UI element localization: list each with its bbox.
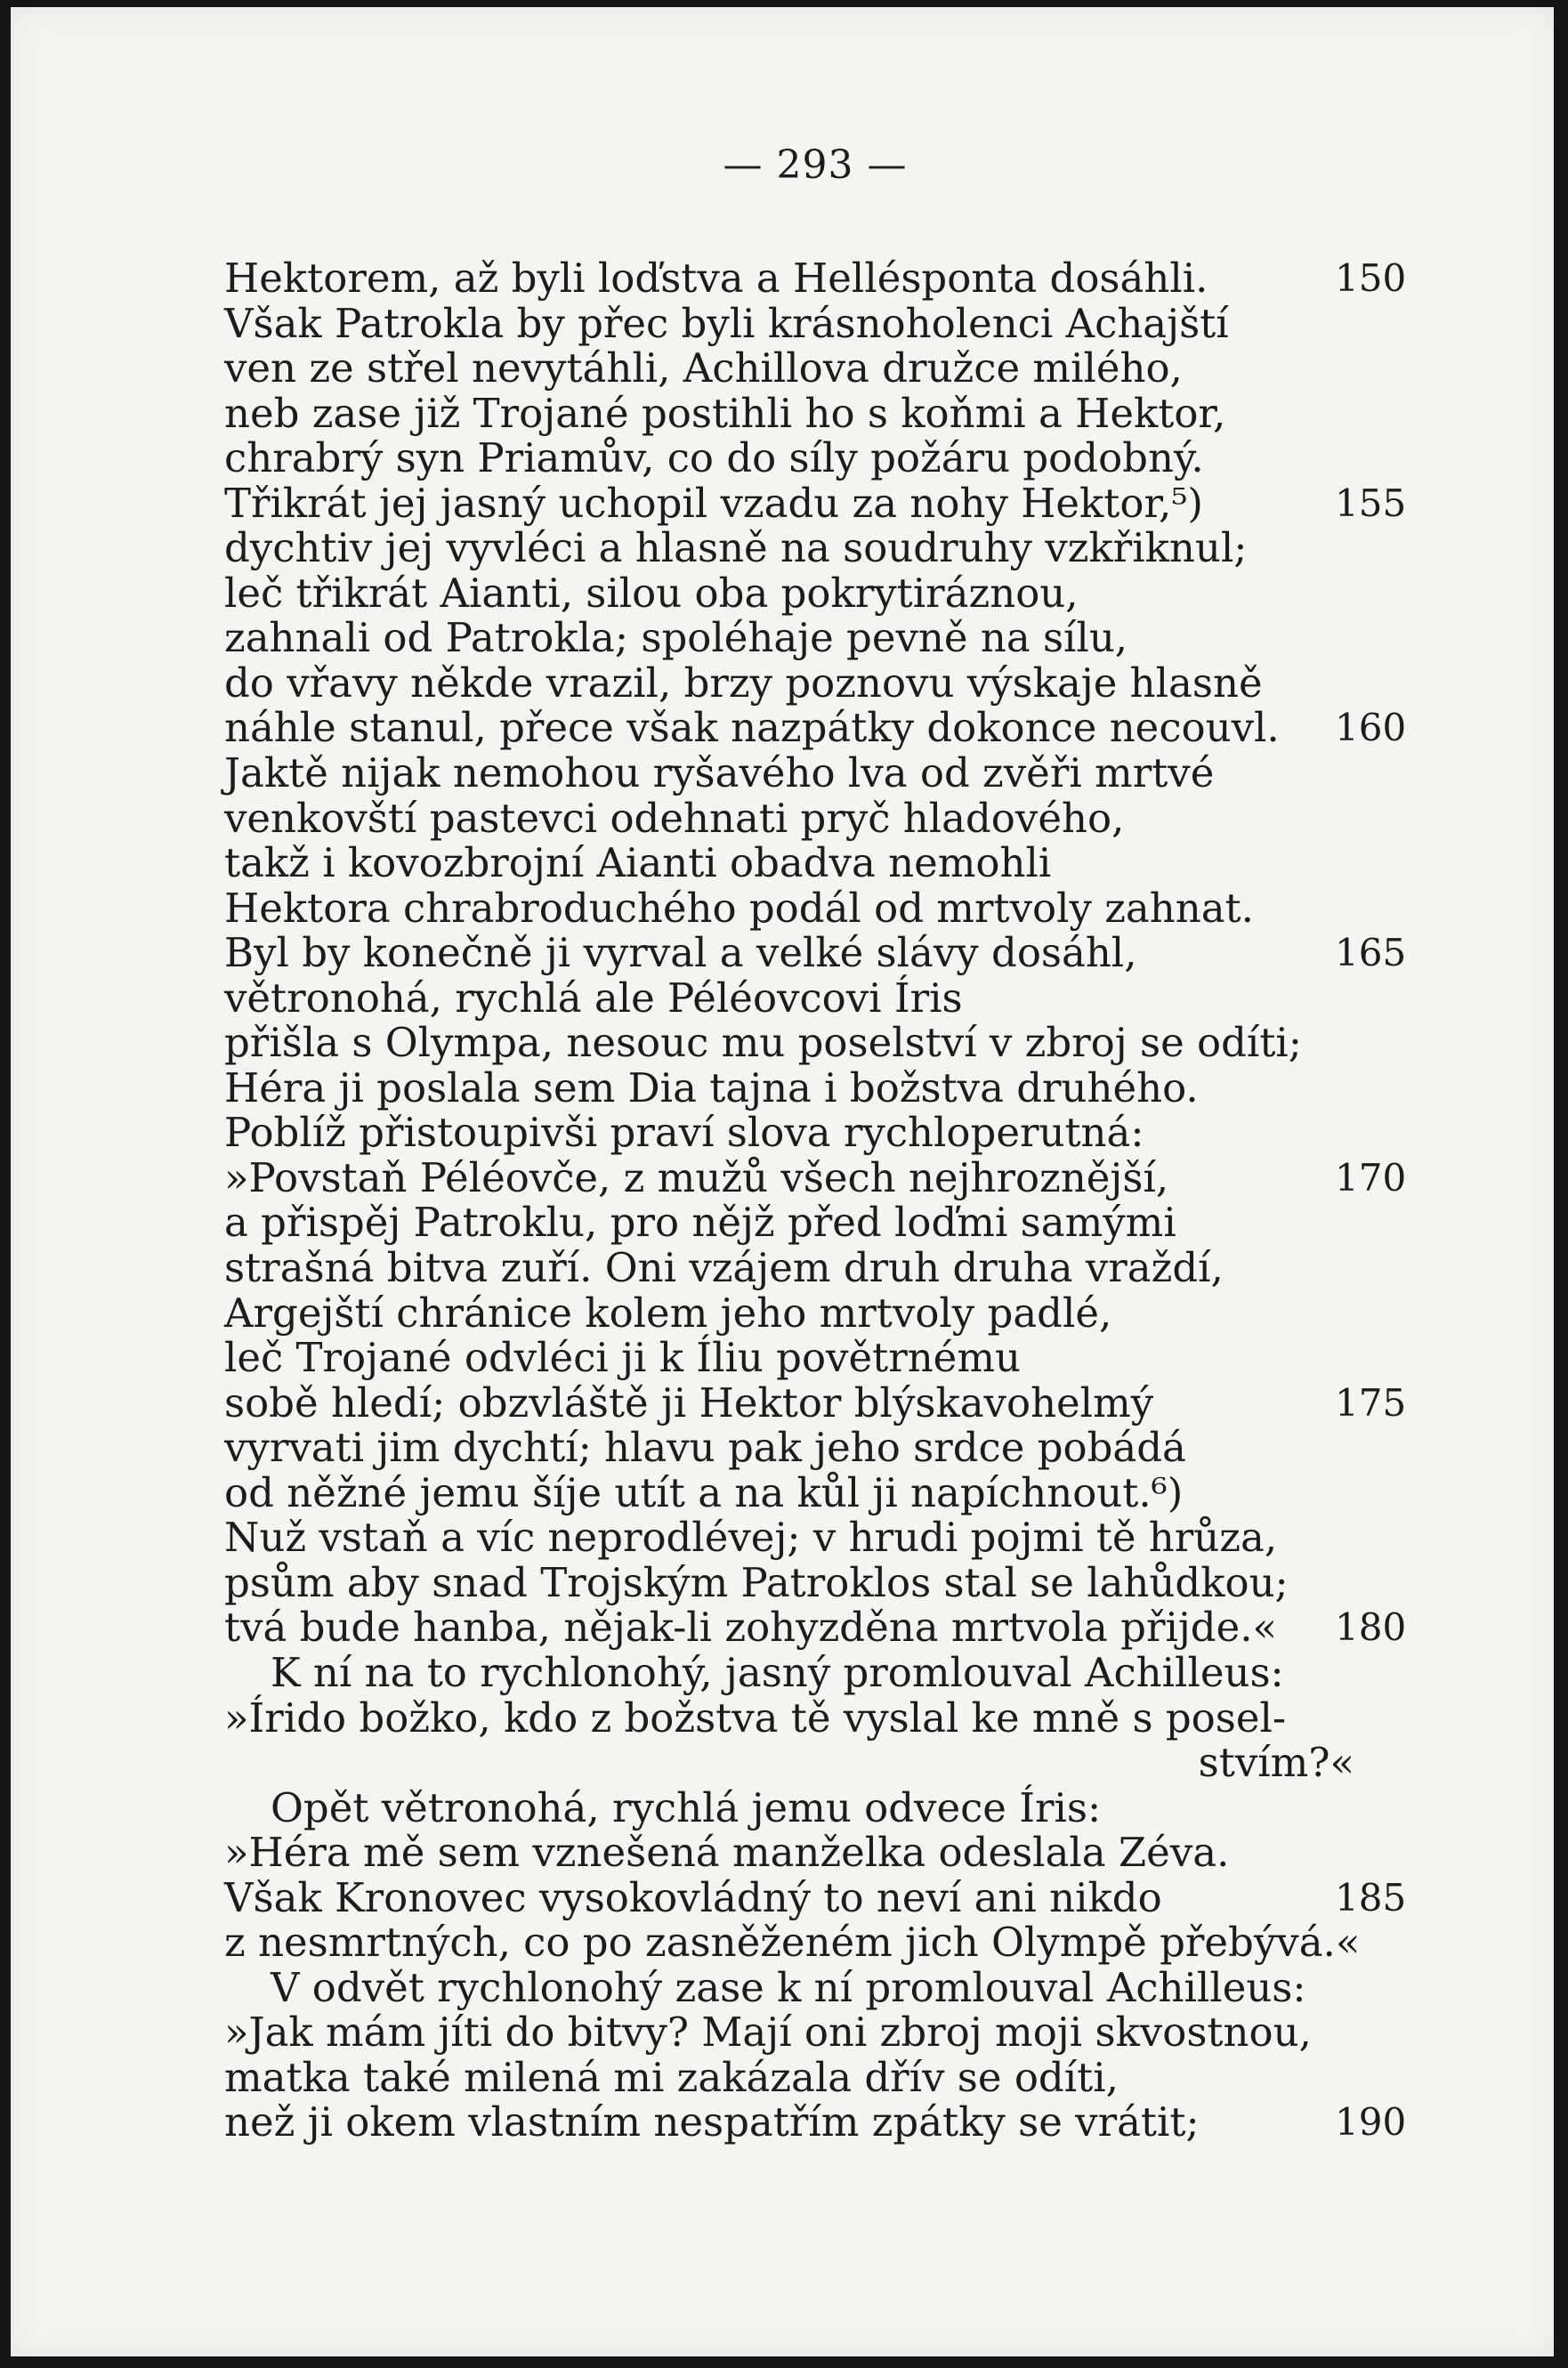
- verse-line-text: vyrvati jim dychtí; hlavu pak jeho srdce pobádá: [224, 1424, 1186, 1472]
- verse-line-text: venkovští pastevci odehnati pryč hladového,: [224, 794, 1125, 842]
- verse-line: [224, 1648, 1568, 1696]
- verse-line-text: sobě hledí; obzvláště ji Hektor blýskavohelmý: [224, 1378, 1154, 1426]
- verse-line: [224, 1378, 1568, 1426]
- verse-line-text: »Povstaň Péléovče, z mužů všech nejhroznější,: [224, 1153, 1169, 1201]
- verse-line-text: do vřavy někde vrazil, brzy poznovu výskaje hlasně: [224, 659, 1263, 707]
- verse-line-text: Hektora chrabroduchého podál od mrtvoly zahnat.: [224, 884, 1254, 932]
- verse-line: [224, 389, 1568, 437]
- verse-line-text: z nesmrtných, co po zasněženém jich Olympě přebývá.«: [224, 1919, 1361, 1967]
- verse-line: [224, 616, 1568, 661]
- verse-line: [224, 1291, 1568, 1337]
- verse-line: [224, 1963, 1568, 2011]
- verse-line-text: takž i kovozbrojní Aianti obadva nemohli: [224, 839, 1052, 887]
- verse-line: [224, 256, 1568, 302]
- verse-line: [224, 976, 1568, 1022]
- line-number: 190: [1335, 2100, 1407, 2145]
- verse-text-block: [224, 256, 1568, 2146]
- verse-line: [224, 1741, 1568, 1786]
- verse-line-text: neb zase již Trojané postihli ho s koňmi a Hektor,: [224, 389, 1226, 437]
- verse-line-text: Však Patrokla by přec byli krásnoholenci Achajští: [224, 299, 1229, 347]
- verse-line: [224, 2100, 1568, 2146]
- line-number: 185: [1335, 1875, 1407, 1919]
- verse-line-text: Třikrát jej jasný uchopil vzadu za nohy Hektor,⁵): [224, 479, 1203, 527]
- verse-line-text: Jaktě nijak nemohou ryšavého lva od zvěři mrtvé: [224, 749, 1215, 797]
- verse-line: [224, 886, 1568, 932]
- line-number: 165: [1335, 931, 1407, 975]
- verse-line-text: V odvět rychlonohý zase k ní promlouval Achilleus:: [271, 1963, 1306, 2011]
- verse-line: [224, 931, 1568, 976]
- verse-line-text: Opět větronohá, rychlá jemu odvece Íris:: [271, 1783, 1102, 1831]
- verse-line: [224, 1153, 1568, 1201]
- verse-line: [224, 571, 1568, 617]
- verse-line-text: dychtiv jej vyvléci a hlasně na soudruhy vzkřiknul;: [224, 524, 1248, 572]
- verse-line: [224, 1873, 1568, 1921]
- verse-line: [224, 1515, 1568, 1561]
- verse-line: [224, 1558, 1568, 1606]
- verse-line-text: Argejští chránice kolem jeho mrtvoly padlé,: [224, 1289, 1112, 1337]
- verse-line-text: »Jak mám jíti do bitvy? Mají oni zbroj moji skvostnou,: [224, 2008, 1312, 2057]
- verse-line: [224, 1246, 1568, 1291]
- verse-line-text: Héra ji poslala sem Dia tajna i božstva druhého.: [224, 1063, 1199, 1111]
- verse-line-text: K ní na to rychlonohý, jasný promlouval Achilleus:: [271, 1648, 1284, 1696]
- verse-line-text: než ji okem vlastním nespatřím zpátky se vrátit;: [224, 2098, 1200, 2146]
- verse-line: [224, 436, 1568, 481]
- verse-line-text: leč Trojané odvléci ji k Íliu povětrnému: [224, 1334, 1021, 1382]
- line-number: 180: [1335, 1605, 1407, 1650]
- verse-line: [224, 1693, 1568, 1742]
- verse-line-text: ven ze střel nevytáhli, Achillova družce milého,: [224, 344, 1183, 392]
- verse-line-text: Však Kronovec vysokovládný to neví ani nikdo: [224, 1873, 1162, 1921]
- verse-line-text: strašná bitva zuří. Oni vzájem druh druha vraždí,: [224, 1244, 1224, 1292]
- line-number: 170: [1335, 1155, 1407, 1200]
- verse-line: [224, 2010, 1568, 2056]
- verse-line-text: chrabrý syn Priamův, co do síly požáru podobný.: [224, 434, 1204, 482]
- verse-line: [224, 1063, 1568, 1111]
- verse-line: [224, 1200, 1568, 1246]
- line-number: 155: [1335, 481, 1407, 525]
- verse-line: [224, 1336, 1568, 1381]
- verse-line: [224, 2053, 1568, 2101]
- verse-line-text: »Héra mě sem vznešená manželka odeslala Zéva.: [224, 1829, 1230, 1877]
- verse-line-text: leč třikrát Aianti, silou oba pokrytiráznou,: [224, 569, 1079, 617]
- verse-line-text: matka také milená mi zakázala dřív se odíti,: [224, 2053, 1119, 2101]
- verse-line-text: Nuž vstaň a víc neprodlévej; v hrudi pojmi tě hrůza,: [224, 1514, 1278, 1562]
- verse-line: [224, 346, 1568, 392]
- verse-line: [224, 1111, 1568, 1156]
- verse-line-text: Poblíž přistoupivši praví slova rychloperutná:: [224, 1109, 1144, 1157]
- verse-line: [224, 481, 1568, 527]
- verse-line-text: větronohá, rychlá ale Péléovcovi Íris: [224, 974, 963, 1022]
- verse-line-text: tvá bude hanba, nějak-li zohyzděna mrtvola přijde.«: [224, 1604, 1278, 1652]
- verse-line: [224, 1831, 1568, 1876]
- verse-line-text: náhle stanul, přece však nazpátky dokonce necouvl.: [224, 704, 1280, 752]
- book-page: [11, 7, 1554, 2356]
- verse-line: [224, 1920, 1568, 1966]
- verse-line-text: stvím?«: [1198, 1739, 1354, 1787]
- verse-line: [224, 299, 1568, 347]
- verse-line: [224, 661, 1568, 707]
- verse-line-text: »Írido božko, kdo z božstva tě vyslal ke mně s posel-: [224, 1693, 1287, 1742]
- verse-line: [224, 706, 1568, 751]
- verse-line: [224, 841, 1568, 886]
- verse-line-text: přišla s Olympa, nesouc mu poselství v zbroj se odíti;: [224, 1019, 1302, 1067]
- verse-line: [224, 1021, 1568, 1066]
- line-number: 175: [1335, 1380, 1407, 1425]
- verse-line-text: zahnali od Patrokla; spoléhaje pevně na sílu,: [224, 614, 1128, 662]
- page-number: — 293 —: [723, 142, 908, 188]
- verse-line: [224, 1605, 1568, 1651]
- verse-line-text: a přispěj Patroklu, pro nějž před loďmi samými: [224, 1199, 1176, 1247]
- line-number: 160: [1335, 706, 1407, 750]
- verse-line: [224, 796, 1568, 842]
- verse-line-text: Hektorem, až byli loďstva a Hellésponta dosáhli.: [224, 255, 1208, 302]
- verse-line-text: Byl by konečně ji vyrval a velké slávy dosáhl,: [224, 929, 1137, 977]
- line-number: 150: [1335, 256, 1407, 300]
- verse-line-text: od něžné jemu šíje utít a na kůl ji napíchnout.⁶): [224, 1468, 1184, 1516]
- verse-line-text: psům aby snad Trojským Patroklos stal se lahůdkou;: [224, 1558, 1289, 1606]
- verse-line: [224, 751, 1568, 796]
- verse-line: [224, 1468, 1568, 1516]
- verse-line: [224, 1783, 1568, 1831]
- verse-line: [224, 1426, 1568, 1471]
- verse-line: [224, 526, 1568, 571]
